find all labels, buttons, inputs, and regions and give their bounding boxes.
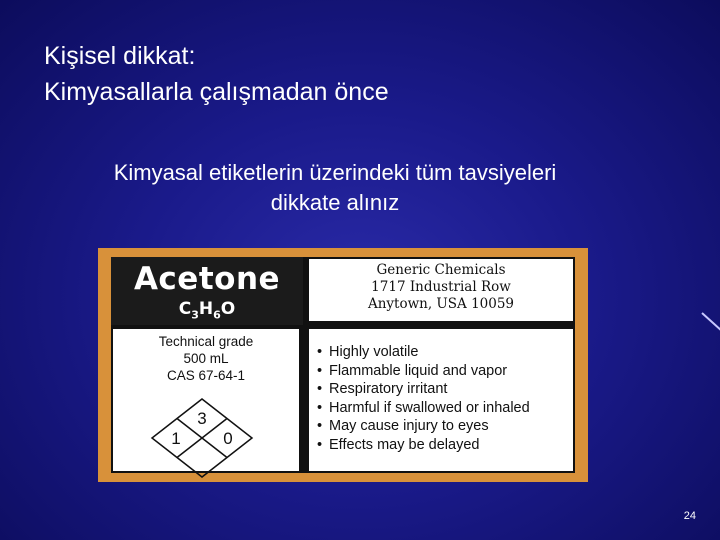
chemical-name-panel (111, 257, 303, 325)
chemical-label (111, 257, 575, 473)
hazard-item: • Flammable liquid and vapor (317, 362, 573, 381)
chemical-name: Acetone (133, 261, 281, 297)
hazard-item: • Respiratory irritant (317, 380, 573, 399)
reactivity-rating: 0 (223, 429, 233, 448)
slide-title (44, 38, 389, 110)
title-line-1: Kişisel dikkat: (44, 42, 196, 70)
volume-text: 500 mL (183, 351, 229, 366)
flammability-rating: 1 (171, 429, 181, 448)
page-number: 24 (683, 510, 696, 522)
chemical-formula: $C_3H_6O$ (178, 299, 236, 322)
hazard-diamond (150, 397, 254, 479)
manufacturer-street: 1717 Industrial Row (371, 279, 511, 295)
manufacturer-name: Generic Chemicals (376, 262, 506, 278)
chemical-label-image (98, 248, 588, 482)
hazard-list (317, 343, 573, 454)
cas-number: CAS 67-64-1 (166, 368, 246, 383)
title-line-2: Kimyasallarla çalışmadan önce (44, 78, 389, 106)
hazard-item: • May cause injury to eyes (317, 417, 573, 436)
grade-text: Technical grade (158, 334, 254, 349)
health-rating: 3 (197, 409, 207, 428)
hazard-item: • Harmful if swallowed or inhaled (317, 399, 573, 418)
manufacturer-panel (309, 259, 573, 321)
hazard-panel (309, 329, 573, 471)
hazard-item: • Effects may be delayed (317, 436, 573, 455)
decorative-line (701, 312, 720, 334)
hazard-item: • Highly volatile (317, 343, 573, 362)
slide-subtitle: Kimyasal etiketlerin üzerindeki tüm tavsiyeleri dikkate alınız (113, 160, 557, 215)
manufacturer-city: Anytown, USA 10059 (367, 296, 515, 312)
grade-panel (113, 329, 299, 471)
